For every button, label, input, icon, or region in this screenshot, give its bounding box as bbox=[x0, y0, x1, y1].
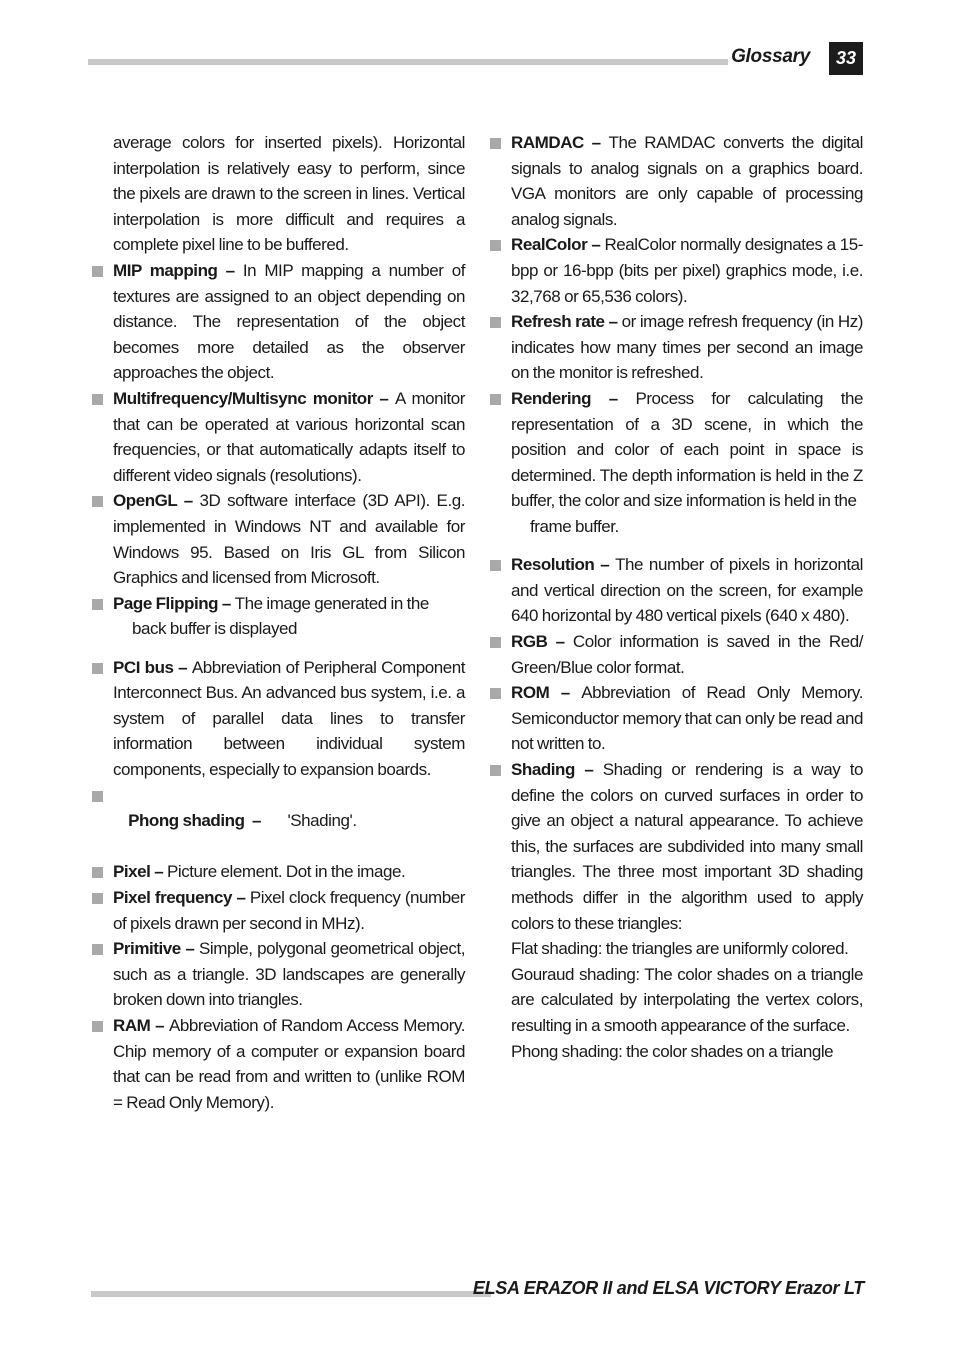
entry-desc: or image refresh frequency (in Hz) indicates how many times per second an image on the monitor is refreshed. bbox=[511, 312, 863, 383]
entry-desc: RealColor normally designates a 15-bpp or 16-bpp (bits per pixel) graphics mode, i.e. 32,768 or 65,536 colors). bbox=[511, 235, 863, 306]
glossary-entry-refresh-rate bbox=[511, 309, 863, 386]
glossary-entry-rgb bbox=[511, 629, 863, 680]
header-section-title: Glossary bbox=[731, 46, 810, 67]
entry-term: ROM – bbox=[511, 683, 582, 703]
entry-term: Page Flipping – bbox=[113, 593, 235, 613]
bullet-icon bbox=[92, 893, 103, 904]
page-number: 33 bbox=[829, 42, 863, 75]
entry-term: RealColor – bbox=[511, 235, 605, 255]
bullet-icon bbox=[92, 663, 103, 674]
glossary-entry-rom bbox=[511, 680, 863, 757]
entry-desc: Color information is saved in the Red/ Green/Blue color format. bbox=[511, 632, 863, 677]
bullet-icon bbox=[92, 1021, 103, 1032]
bullet-icon bbox=[92, 599, 103, 610]
entry-term: RAMDAC – bbox=[511, 133, 609, 152]
continuation-paragraph: average colors for inserted pixels). Horizontal interpolation is relatively easy to perform, since the pixels are drawn to the screen in lines. Vertical interpolation is more difficult and requires a complete pixel line to be buffered. bbox=[113, 133, 465, 255]
glossary-entry-multifrequency bbox=[113, 386, 465, 488]
glossary-entry-page-flipping bbox=[113, 591, 465, 642]
glossary-entry-phong-shading bbox=[113, 783, 465, 860]
entry-desc: Process for calculating the representation of a 3D scene, in which the position and color of each point in space is determined. The depth information is held in the Z buffer, the color and size information is held in the bbox=[511, 388, 863, 511]
bullet-icon bbox=[490, 240, 501, 251]
bullet-icon bbox=[490, 560, 501, 571]
entry-line bbox=[511, 386, 863, 514]
bullet-icon bbox=[92, 944, 103, 955]
entry-line bbox=[511, 757, 863, 936]
bullet-icon bbox=[92, 867, 103, 878]
glossary-entry-pixel bbox=[113, 859, 465, 885]
entry-desc: Shading or rendering is a way to define the colors on curved surfaces in order to give an object a natural appearance. To achieve this, the surfaces are subdivided into many small triangles. The three most important 3D shading methods differ in the algorithm used to apply colors to these triangles: bbox=[511, 760, 863, 933]
entry-desc: Simple, polygonal geometrical object, such as a triangle. 3D landscapes are generally broken down into triangles. bbox=[113, 939, 466, 1010]
bullet-icon bbox=[490, 765, 501, 776]
shading-paragraph-phong: Phong shading: the color shades on a triangle bbox=[511, 1041, 834, 1061]
entry-desc: The number of pixels in horizontal and vertical direction on the screen, for example 640 horizontal by 480 vertical pixels (640 x 480). bbox=[511, 555, 863, 626]
bullet-icon bbox=[490, 637, 501, 648]
entry-term: Rendering – bbox=[511, 388, 636, 408]
entry-term: Refresh rate – bbox=[511, 312, 622, 332]
entry-term: PCI bus – bbox=[113, 657, 192, 677]
right-column bbox=[511, 130, 863, 1077]
bullet-icon bbox=[92, 791, 103, 802]
entry-term: Pixel frequency – bbox=[113, 888, 250, 908]
entry-desc-continued: frame buffer. bbox=[530, 516, 619, 536]
entry-desc-continued: back buffer is displayed bbox=[132, 619, 298, 639]
left-column bbox=[113, 130, 465, 1115]
entry-term: Phong shading – bbox=[128, 811, 265, 831]
footer-title: ELSA ERAZOR II and ELSA VICTORY Erazor LT bbox=[472, 1278, 864, 1298]
bullet-icon bbox=[92, 266, 103, 277]
entry-desc: Abbreviation of Peripheral Component Interconnect Bus. An advanced bus system, i.e. a system of parallel data lines to transfer information between individual system components, especially to expansion boards. bbox=[113, 657, 465, 780]
entry-term: Pixel – bbox=[113, 862, 167, 882]
entry-desc: The image generated in the bbox=[234, 593, 429, 613]
shading-paragraph-flat: Flat shading: the triangles are uniformly colored. bbox=[511, 939, 849, 959]
glossary-entry-rendering bbox=[511, 386, 863, 540]
entry-desc: 3D software interface (3D API). E.g. implemented in Windows NT and available for Windows 95. Based on Iris GL from Silicon Graphics and licensed from Microsoft. bbox=[113, 491, 465, 588]
entry-desc: In MIP mapping a number of textures are assigned to an object depending on distance. The representation of the object becomes more detailed as the observer approaches the object. bbox=[113, 260, 465, 383]
entry-term: RGB – bbox=[511, 632, 573, 652]
glossary-entry-mip-mapping bbox=[113, 258, 465, 386]
entry-term: OpenGL – bbox=[113, 491, 200, 511]
entry-desc: Abbreviation of Read Only Memory. Semiconductor memory that can only be read and not written to. bbox=[511, 683, 863, 754]
entry-term: MIP mapping – bbox=[113, 260, 243, 280]
header-rule bbox=[88, 59, 728, 65]
entry-desc: Abbreviation of Random Access Memory. Chip memory of a computer or expansion board that can be read from and written to (unlike ROM = Read Only Memory). bbox=[113, 1015, 465, 1112]
glossary-entry-realcolor bbox=[511, 232, 863, 309]
bullet-icon bbox=[490, 138, 501, 149]
entry-desc: 'Shading'. bbox=[264, 811, 357, 831]
glossary-entry-primitive bbox=[113, 936, 465, 1013]
glossary-entry-opengl bbox=[113, 488, 465, 590]
entry-desc: The RAMDAC converts the digital signals to analog signals on a graphics board. VGA monitors are only capable of processing analog signals. bbox=[511, 133, 863, 229]
glossary-entry-shading bbox=[511, 757, 863, 1064]
glossary-entry-ram bbox=[113, 1013, 465, 1115]
entry-term: RAM – bbox=[113, 1015, 169, 1035]
shading-paragraph-gouraud: Gouraud shading: The color shades on a triangle are calculated by interpolating the vertex colors, resulting in a smooth appearance of the surface. bbox=[511, 964, 863, 1035]
entry-line bbox=[113, 591, 465, 617]
glossary-entry-ramdac bbox=[511, 130, 863, 232]
entry-term: Multifrequency/Multisync monitor – bbox=[113, 388, 395, 408]
entry-desc: Pixel clock frequency (number of pixels drawn per second in MHz). bbox=[113, 888, 465, 933]
footer-rule bbox=[91, 1291, 491, 1297]
entry-desc: A monitor that can be operated at various horizontal scan frequencies, or that automatically adapts itself to different video signals (resolutions). bbox=[113, 388, 465, 485]
glossary-entry-pci-bus bbox=[113, 655, 465, 783]
bullet-icon bbox=[92, 394, 103, 405]
glossary-entry-resolution bbox=[511, 552, 863, 629]
bullet-icon bbox=[490, 394, 501, 405]
entry-term: Resolution – bbox=[511, 555, 616, 575]
entry-term: Shading – bbox=[511, 760, 603, 780]
entry-term: Primitive – bbox=[113, 939, 200, 959]
bullet-icon bbox=[490, 317, 501, 328]
bullet-icon bbox=[490, 688, 501, 699]
bullet-icon bbox=[92, 496, 103, 507]
glossary-entry-pixel-frequency bbox=[113, 885, 465, 936]
entry-desc: Picture element. Dot in the image. bbox=[167, 862, 406, 882]
